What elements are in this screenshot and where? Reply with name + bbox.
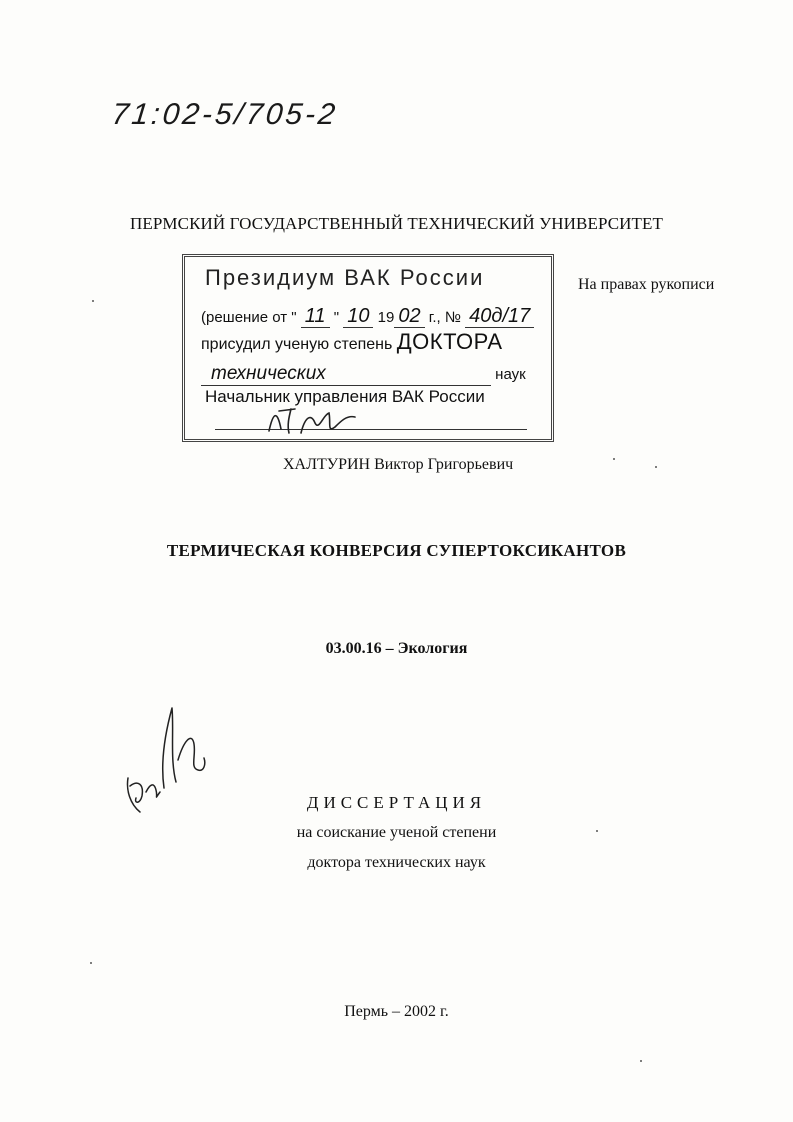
degree-line-1: на соискание ученой степени (296, 824, 497, 841)
author-name: ХАЛТУРИН Виктор Григорьевич (283, 456, 514, 473)
document-type: ДИССЕРТАЦИЯ (306, 793, 487, 812)
stamp-quote: " (333, 309, 340, 326)
stamp-signature-line (215, 429, 527, 430)
stamp-number: 40д/17 (465, 305, 534, 328)
city-year: Пермь – 2002 г. (344, 1003, 449, 1020)
scan-speck (92, 300, 94, 302)
university-name: ПЕРМСКИЙ ГОСУДАРСТВЕННЫЙ ТЕХНИЧЕСКИЙ УНИВЕРСИТЕТ (130, 214, 663, 233)
stamp-year: 02 (394, 305, 424, 328)
scan-speck (596, 830, 598, 832)
stamp-awarded-line (201, 329, 503, 355)
stamp-awarded-prefix: присудил ученую степень (201, 336, 393, 353)
stamp-science-handwritten: технических (201, 363, 491, 386)
stamp-head-title: Начальник управления ВАК России (205, 387, 485, 406)
stamp-decision-line (201, 305, 534, 328)
dissertation-title: ТЕРМИЧЕСКАЯ КОНВЕРСИЯ СУПЕРТОКСИКАНТОВ (166, 541, 627, 560)
scan-speck (90, 962, 92, 964)
stamp-month: 10 (343, 305, 373, 328)
stamp-title: Президиум ВАК России (205, 265, 485, 290)
specialty: 03.00.16 – Экология (325, 640, 468, 657)
stamp-decision-prefix: (решение от " (201, 309, 297, 326)
stamp-science-line (201, 363, 541, 386)
stamp-day: 11 (301, 305, 330, 328)
stamp-number-prefix: г., № (428, 309, 461, 326)
stamp-science-suffix: наук (495, 366, 526, 383)
scan-speck (613, 458, 615, 460)
degree-line-2: доктора технических наук (307, 854, 486, 871)
stamp-signature-icon (265, 403, 365, 437)
scan-speck (655, 466, 657, 468)
stamp-awarded-degree: ДОКТОРА (396, 329, 503, 354)
archive-code: 71:02-5/705-2 (110, 98, 340, 131)
scan-speck (640, 1060, 642, 1062)
stamp-year-prefix: 19 (377, 309, 395, 326)
vak-stamp (182, 254, 554, 442)
manuscript-note: На правах рукописи (578, 276, 715, 293)
